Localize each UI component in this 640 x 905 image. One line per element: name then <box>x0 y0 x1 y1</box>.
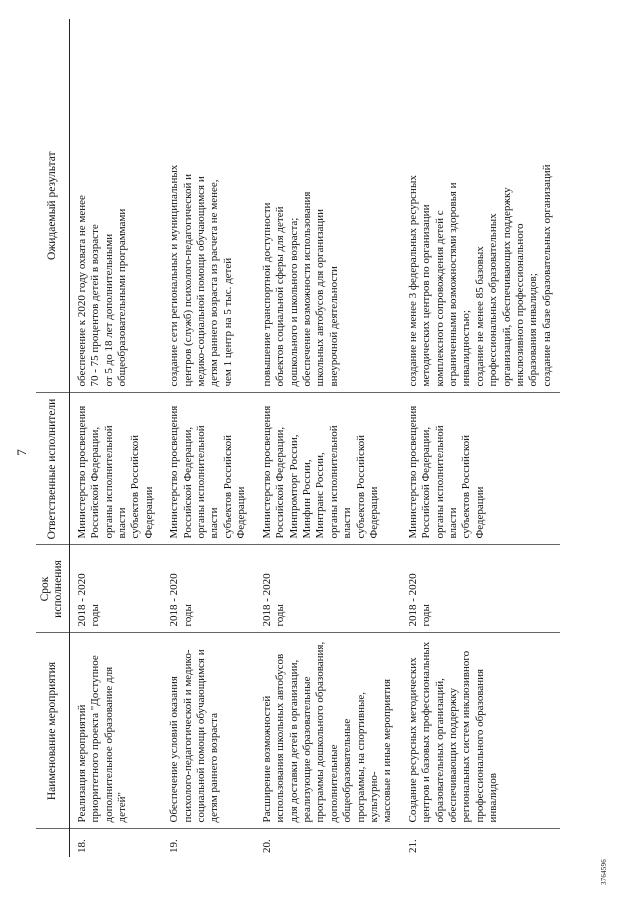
table-row <box>69 19 162 857</box>
row-number: 19. <box>168 839 181 853</box>
measure-executors: Министерство просвещения Российской Федерации, органы исполнительной власти субъектов Российской Федерации <box>401 393 560 545</box>
measures-table <box>36 19 560 857</box>
row-number: 18. <box>75 839 88 853</box>
measure-result: создание сети региональных и муниципальных центров (служб) психолого-педагогической и медико-социальной помощи обучающимся и детям раннего возраста из расчета не менее, чем 1 центр на 5 тыс. детей <box>162 19 254 393</box>
measure-term: 2018 - 2020 годы <box>162 545 254 633</box>
measure-name: Создание ресурсных методических центров и базовых профессиональных образовательных организаций, обеспечивающих поддержку региональных систем инклюзивного профессионального образования инвалидов <box>401 633 560 829</box>
measure-name: Реализация мероприятий приоритетного проекта "Доступное дополнительное образование для детей" <box>69 633 162 829</box>
measure-name: Обеспечение условий оказания психолого-педагогической и медико- социальной помощи обучающимся и детям раннего возраста <box>162 633 254 829</box>
header-result: Ожидаемый результат <box>36 19 69 393</box>
table-header-row <box>36 19 69 857</box>
measure-name: Расширение возможностей использования школьных автобусов для доставки детей в организации, реализующие образовательные программы дошкольного образования, дополнительные общеобразовательные программы, на спортивные, культурно- массовые и иные мероприятия <box>255 633 401 829</box>
header-term: Срок исполнения <box>36 545 69 633</box>
row-number: 20. <box>260 839 273 853</box>
table-row <box>255 19 401 857</box>
table-row <box>401 19 560 857</box>
table-row <box>162 19 254 857</box>
row-number: 21. <box>406 839 419 853</box>
measure-term: 2018 - 2020 годы <box>401 545 560 633</box>
measure-executors: Министерство просвещения Российской Федерации, Минпромторг России, Минфин России, Минтранс России, органы исполнительной власти субъектов Российской Федерации <box>255 393 401 545</box>
measure-executors: Министерство просвещения Российской Федерации, органы исполнительной власти субъектов Российской Федерации <box>162 393 254 545</box>
measure-executors: Министерство просвещения Российской Федерации, органы исполнительной власти субъектов Российской Федерации <box>69 393 162 545</box>
page-number: 7 <box>14 449 29 456</box>
measure-result: повышение транспортной доступности объектов социальной сферы для детей дошкольного и школьного возраста; обеспечение возможности использования школьных автобусов для организации внеурочной деятельности <box>255 19 401 393</box>
header-num <box>36 829 69 857</box>
header-name: Наименование мероприятия <box>36 633 69 829</box>
measure-term: 2018 - 2020 годы <box>255 545 401 633</box>
header-executors: Ответственные исполнители <box>36 393 69 545</box>
document-code: 3764596 <box>600 859 608 885</box>
measure-term: 2018 - 2020 годы <box>69 545 162 633</box>
measure-result: создание не менее 3 федеральных ресурсных методических центров по организации комплексного сопровождения детей с ограниченными возможностями здоровья и инвалидностью; создание не менее 85 базовых профессиональных образовательных организаций, обеспечивающих поддержку инклюзивного профессионального образования инвалидов; создание на базе образовательных организаций <box>401 19 560 393</box>
measure-result: обеспечение к 2020 году охвата не менее 70 - 75 процентов детей в возрасте от 5 до 18 лет дополнительными общеобразовательными программами <box>69 19 162 393</box>
